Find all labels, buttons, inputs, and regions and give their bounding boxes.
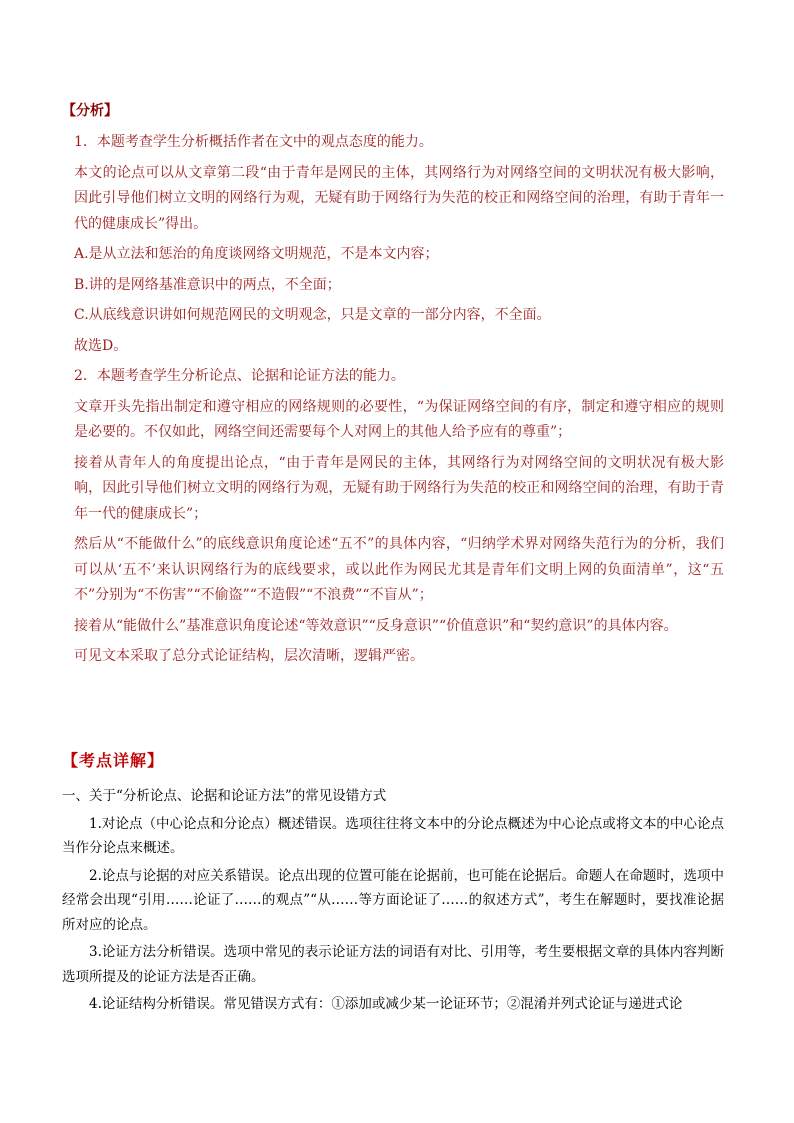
analysis-paragraph: 文章开头先指出制定和遵守相应的网络规则的必要性，“为保证网络空间的有序，制定和遵守相应的规则是必要的。不仅如此，网络空间还需要每个人对网上的其他人给予应有的尊重”； <box>74 398 724 440</box>
key-point-item: 2.论点与论据的对应关系错误。论点出现的位置可能在论据前，也可能在论据后。命题人在命题时，选项中经常会出现“引用……论证了……的观点”“从……等方面论证了……的叙述方式”，考生在解题时，要找准论据所对应的论点。 <box>62 867 724 933</box>
key-point-item: 1.对论点（中心论点和分论点）概述错误。选项往往将文本中的分论点概述为中心论点或将文本的中心论点当作分论点来概述。 <box>62 815 724 856</box>
key-point-item: 3.论证方法分析错误。选项中常见的表示论证方法的词语有对比、引用等，考生要根据文章的具体内容判断选项所提及的论证方法是否正确。 <box>62 944 724 985</box>
analysis-paragraph: A.是从立法和惩治的角度谈网络文明规范，不是本文内容； <box>74 246 439 262</box>
key-point-item: 4.论证结构分析错误。常见错误方式有：①添加或减少某一论证环节；②混淆并列式论证与递进式论 <box>89 996 683 1012</box>
analysis-paragraph: C.从底线意识讲如何规范网民的文明观念，只是文章的一部分内容，不全面。 <box>74 307 551 323</box>
analysis-heading: 【分析】 <box>62 103 118 119</box>
analysis-paragraph: 接着从“能做什么”基准意识角度论述“等效意识”“反身意识”“价值意识”和“契约意识”的具体内容。 <box>74 617 678 634</box>
analysis-paragraph: 本文的论点可以从文章第二段“由于青年是网民的主体，其网络行为对网络空间的文明状况有极大影响，因此引导他们树立文明的网络行为观，无疑有助于网络行为失范的校正和网络空间的治理，有助于青年一代的健康成长”得出。 <box>74 164 724 232</box>
analysis-paragraph: 2．本题考查学生分析论点、论据和论证方法的能力。 <box>74 368 405 384</box>
analysis-paragraph: 故选D。 <box>74 337 128 354</box>
key-points-intro: 一、关于“分析论点、论据和论证方法”的常见设错方式 <box>62 788 387 804</box>
analysis-paragraph: 1．本题考查学生分析概括作者在文中的观点态度的能力。 <box>74 134 433 150</box>
key-points-heading: 【考点详解】 <box>62 751 165 770</box>
analysis-body <box>74 130 724 675</box>
analysis-paragraph: 可见文本采取了总分式论证结构，层次清晰，逻辑严密。 <box>74 648 424 664</box>
key-points-body <box>62 784 724 1020</box>
analysis-paragraph: 然后从“不能做什么”的底线意识角度论述“五不”的具体内容，“归纳学术界对网络失范行为的分析，我们可以从‘五不’来认识网络行为的底线要求，或以此作为网民尤其是青年们文明上网的负面清单”，这“五不”分别为“不伤害”“不偷盗”“不造假”“不浪费”“不盲从”； <box>74 536 724 603</box>
analysis-paragraph: 接着从青年人的角度提出论点，“由于青年是网民的主体，其网络行为对网络空间的文明状况有极大影响，因此引导他们树立文明的网络行为观，无疑有助于网络行为失范的校正和网络空间的治理，有助于青年一代的健康成长”； <box>74 454 724 522</box>
analysis-paragraph: B.讲的是网络基准意识中的两点，不全面； <box>74 276 341 293</box>
